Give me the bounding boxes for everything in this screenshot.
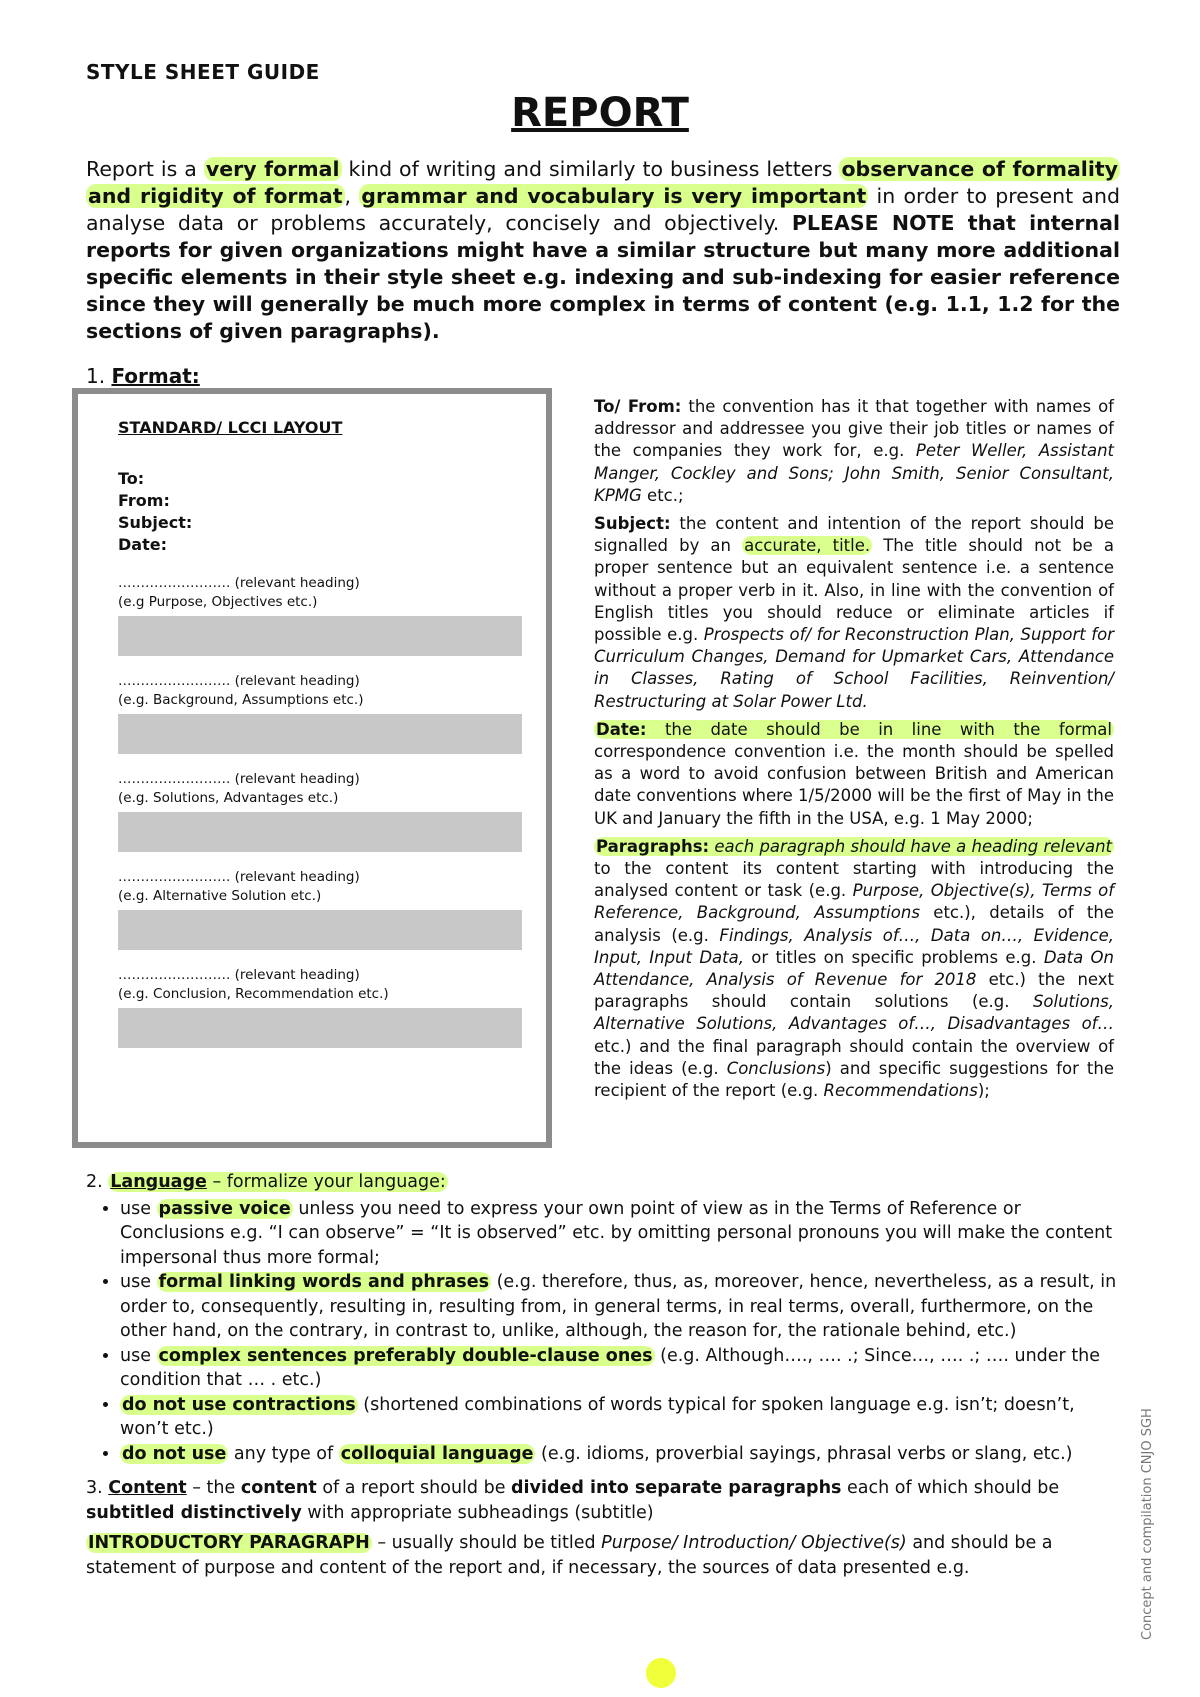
block-placeholder xyxy=(118,812,522,852)
list-item: • do not use any type of colloquial language (e.g. idioms, proverbial sayings, phrasal verbs or slang, etc.) xyxy=(120,1442,1126,1467)
side-credit: Concept and compilation CNJO SGH xyxy=(1140,1408,1155,1640)
section-format-heading: 1. Format: xyxy=(86,364,200,388)
header-label: STYLE SHEET GUIDE xyxy=(86,60,320,84)
block-heading: ……………………. (relevant heading) xyxy=(118,771,360,787)
block-heading: ……………………. (relevant heading) xyxy=(118,967,360,983)
layout-block xyxy=(118,672,522,754)
subject-note: Subject: the content and intention of the report should be signalled by an accurate, title. The title should not be a proper sentence but an equivalent sentence i.e. a sentence without a proper verb in it. Also, in line with the convention of English titles you should reduce or eliminate articles if possible e.g. Prospects of/ for Reconstruction Plan, Support for Curriculum Changes, Demand for Upmarket Cars, Attendance in Classes, Rating of School Facilities, Reinvention/ Restructuring at Solar Power Ltd. xyxy=(594,514,1114,711)
layout-title: STANDARD/ LCCI LAYOUT xyxy=(118,418,343,437)
field-to: To: xyxy=(118,469,145,488)
page-title: REPORT xyxy=(511,90,689,136)
layout-block xyxy=(118,574,522,656)
block-example: (e.g. Alternative Solution etc.) xyxy=(118,888,322,904)
block-heading: ……………………. (relevant heading) xyxy=(118,869,360,885)
block-heading: ……………………. (relevant heading) xyxy=(118,575,360,591)
layout-block xyxy=(118,868,522,950)
lower-content xyxy=(86,1170,1126,1580)
section-content-heading: 3. Content – the content of a report should be divided into separate paragraphs each of which should be subtitled distinctively with appropriate subheadings (subtitle) xyxy=(86,1478,1060,1523)
block-placeholder xyxy=(118,1008,522,1048)
intro-paragraph: Report is a very formal kind of writing and similarly to business letters observance of formality and rigidity of format, grammar and vocabulary is very important in order to present and analyse data or problems accurately, concisely and objectively. PLEASE NOTE that internal reports for given organizations might have a similar structure but many more additional specific elements in their style sheet e.g. indexing and sub-indexing for easier reference since they will generally be much more complex in terms of content (e.g. 1.1, 1.2 for the sections of given paragraphs). xyxy=(86,157,1120,343)
block-example: (e.g. Conclusion, Recommendation etc.) xyxy=(118,986,389,1002)
to-from-note: To/ From: the convention has it that together with names of addressor and addressee you give their job titles or names of the companies they work for, e.g. Peter Weller, Assistant Manger, Cockley and Sons; John Smith, Senior Consultant, KPMG etc.; xyxy=(594,397,1114,505)
field-date: Date: xyxy=(118,535,167,554)
field-from: From: xyxy=(118,491,170,510)
block-placeholder xyxy=(118,910,522,950)
list-item: • use complex sentences preferably double-clause ones (e.g. Although…., …. .; Since…, …. .; …. under the condition that … . etc.) xyxy=(120,1344,1126,1393)
section-language-heading: 2. Language – formalize your language: xyxy=(86,1172,446,1192)
block-example: (e.g. Solutions, Advantages etc.) xyxy=(118,790,339,806)
block-example: (e.g Purpose, Objectives etc.) xyxy=(118,594,318,610)
list-item: • use passive voice unless you need to express your own point of view as in the Terms of Reference or Conclusions e.g. “I can observe” = “It is observed” etc. by omitting personal pronouns you will make the content impersonal thus more formal; xyxy=(120,1197,1126,1271)
layout-block xyxy=(118,770,522,852)
paragraphs-note: Paragraphs: each paragraph should have a heading relevant to the content its content starting with introducing the analysed content or task (e.g. Purpose, Objective(s), Terms of Reference, Background, Assumptions etc.), details of the analysis (e.g. Findings, Analysis of…, Data on…, Evidence, Input, Input Data, or titles on specific problems e.g. Data On Attendance, Analysis of Revenue for 2018 etc.) the next paragraphs should contain solutions (e.g. Solutions, Alternative Solutions, Advantages of…, Disadvantages of… etc.) and the final paragraph should contain the overview of the ideas (e.g. Conclusions) and specific suggestions for the recipient of the report (e.g. Recommendations); xyxy=(594,836,1115,1101)
introductory-paragraph-note: INTRODUCTORY PARAGRAPH – usually should be titled Purpose/ Introduction/ Objective(s) and should be a statement of purpose and content of the report and, if necessary, the sources of data presented e.g. xyxy=(86,1533,1053,1578)
block-placeholder xyxy=(118,714,522,754)
block-example: (e.g. Background, Assumptions etc.) xyxy=(118,692,364,708)
layout-block xyxy=(118,966,522,1048)
block-placeholder xyxy=(118,616,522,656)
list-item: • do not use contractions (shortened combinations of words typical for spoken language e.g. isn’t; doesn’t, won’t etc.) xyxy=(120,1393,1126,1442)
list-item: • use formal linking words and phrases (e.g. therefore, thus, as, moreover, hence, nevertheless, as a result, in order to, consequently, resulting in, resulting from, in general terms, in real terms, overall, furthermore, on the other hand, on the contrary, in contrast to, unlike, although, the reason for, the rationale behind, etc.) xyxy=(120,1270,1126,1344)
highlight-mark xyxy=(646,1658,676,1688)
date-note: Date: the date should be in line with the formal correspondence convention i.e. the month should be spelled as a word to avoid confusion between British and American date conventions where 1/5/2000 will be the first of May in the UK and January the fifth in the USA, e.g. 1 May 2000; xyxy=(594,719,1114,828)
format-explanations xyxy=(594,396,1114,1108)
layout-template-box xyxy=(72,388,552,1148)
language-list xyxy=(86,1197,1126,1467)
field-subject: Subject: xyxy=(118,513,193,532)
layout-fields xyxy=(118,468,192,556)
block-heading: ……………………. (relevant heading) xyxy=(118,673,360,689)
